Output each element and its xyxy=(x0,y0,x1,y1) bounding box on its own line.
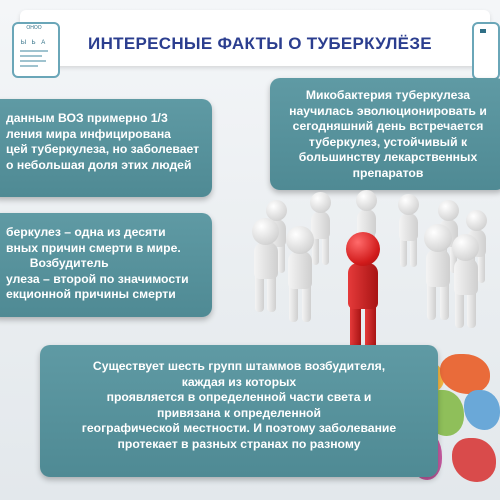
page-title: ИНТЕРЕСНЫЕ ФАКТЫ О ТУБЕРКУЛЁЗЕ xyxy=(88,34,432,53)
header-bar xyxy=(20,10,490,66)
fact-box-death-causes xyxy=(0,213,212,317)
fact-text: Микобактерия туберкулеза научилась эволюционировать и сегодняшний день встречается туберкулез, устойчивый к большинству лекарственных препаратов xyxy=(289,88,487,180)
fact-text: Существует шесть групп штаммов возбудителя, каждая из которых проявляется в определенной части света и привязана к определенной географической местности. И поэтому заболевание протекает в разных странах по разному xyxy=(81,359,397,451)
logo-text-top: ОНОО xyxy=(26,25,42,31)
logo-text-middle: Ы Ь А xyxy=(20,40,48,46)
logo-icon xyxy=(12,22,60,78)
fact-text: данным ВОЗ примерно 1/3 ления мира инфицирована цей туберкулеза, но заболевает о небольшая доля этих людей xyxy=(6,111,200,172)
fact-box-resistance xyxy=(270,78,500,190)
fact-box-who xyxy=(0,99,212,197)
people-illustration xyxy=(238,190,500,360)
right-logo-icon xyxy=(472,22,500,80)
fact-box-strains xyxy=(40,345,438,477)
fact-text: беркулез – одна из десяти вных причин смерти в мире. Возбудитель улеза – второй по значимости екционной причины смерти xyxy=(6,225,189,301)
